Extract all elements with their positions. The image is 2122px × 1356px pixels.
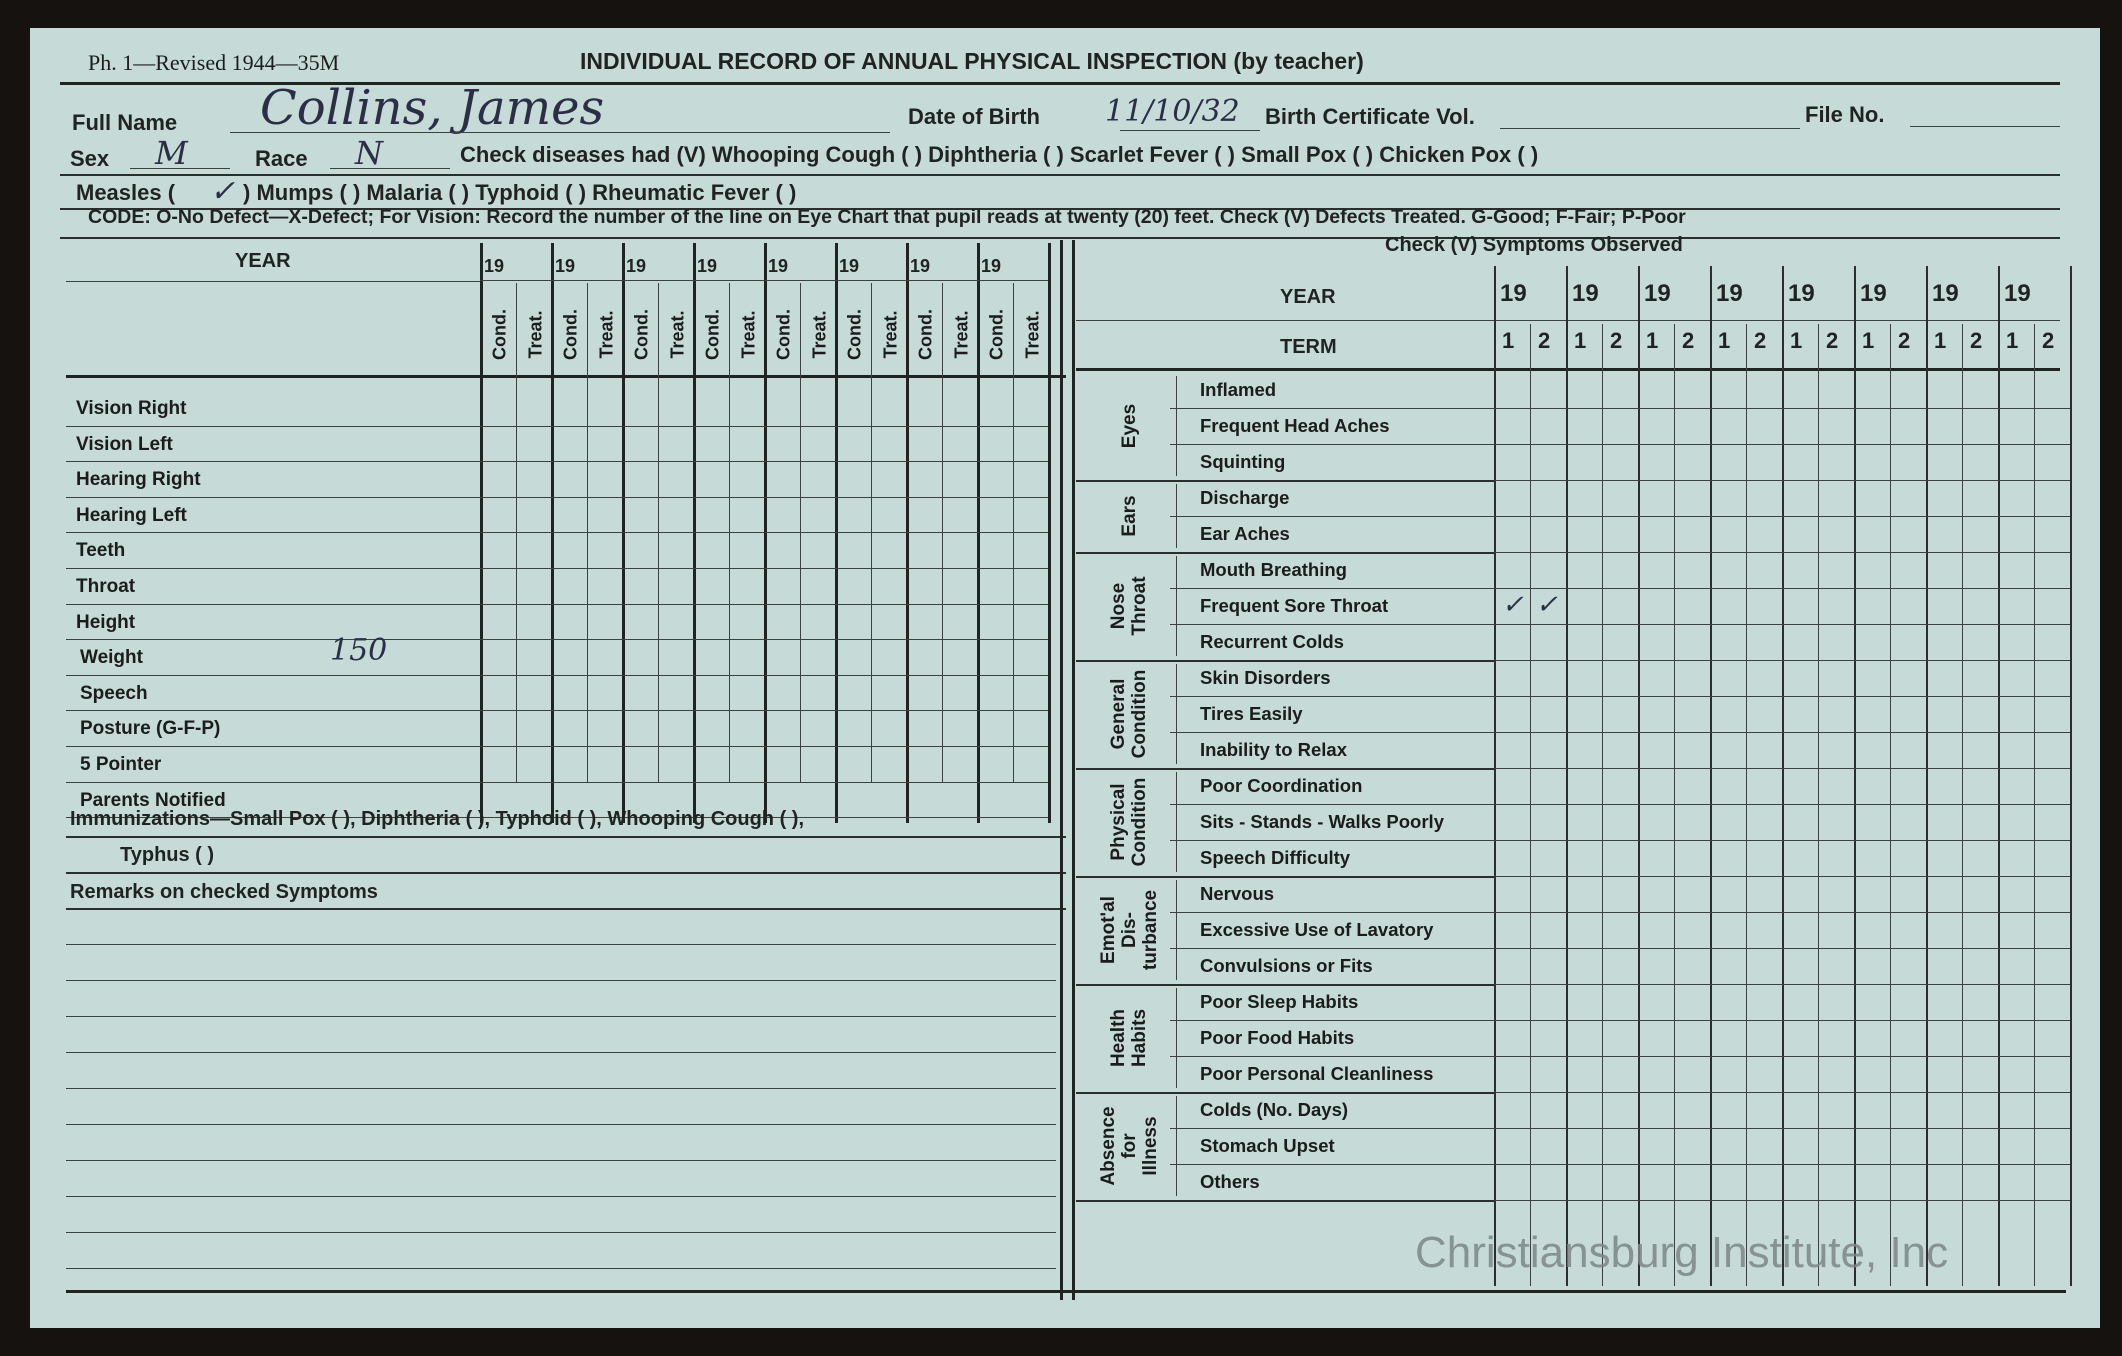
- right-year-prefix: 19: [1572, 280, 1599, 307]
- cond-header: Cond.: [560, 309, 581, 360]
- code-line: CODE: O-No Defect—X-Defect; For Vision: Record the number of the line on Eye Chart that pupil reads at twenty (20) feet. Check (V) Defects Treated. G-Good; F-Fair; P-Poor: [88, 206, 1686, 228]
- term-1: 1: [1502, 328, 1515, 353]
- race-label: Race: [255, 146, 308, 171]
- left-row-label: Hearing Right: [76, 469, 201, 491]
- left-row-label: 5 Pointer: [80, 754, 162, 775]
- left-year-prefix: 19: [981, 256, 1002, 276]
- symptom-label: Poor Coordination: [1200, 775, 1363, 796]
- term-2: 2: [1610, 328, 1623, 353]
- sore-throat-mark-2: ✓: [1536, 590, 1558, 620]
- group-label: Absence for Illness: [1097, 1106, 1161, 1186]
- symptom-label: Ear Aches: [1200, 523, 1290, 544]
- symptoms-caption: Check (V) Symptoms Observed: [1385, 234, 1683, 256]
- treat-header: Treat.: [1022, 310, 1043, 359]
- right-year-prefix: 19: [1932, 280, 1959, 307]
- symptom-label: Poor Sleep Habits: [1200, 991, 1359, 1012]
- term-2: 2: [1970, 328, 1983, 353]
- form-id: Ph. 1—Revised 1944—35M: [88, 50, 340, 75]
- term-1: 1: [1646, 328, 1659, 353]
- symptom-label: Recurrent Colds: [1200, 631, 1344, 652]
- left-row-label: Parents Notified: [80, 789, 226, 811]
- cond-header: Cond.: [631, 309, 652, 360]
- immunizations-line-2: Typhus ( ): [120, 844, 215, 866]
- cond-header: Cond.: [915, 309, 936, 360]
- measles-mark: ✓: [210, 174, 236, 209]
- term-1: 1: [1934, 328, 1947, 353]
- symptom-label: Inflamed: [1200, 379, 1277, 400]
- symptom-label: Speech Difficulty: [1200, 847, 1351, 868]
- full-name-label: Full Name: [72, 110, 178, 135]
- left-row-label: Vision Left: [76, 433, 173, 455]
- left-row-label: Weight: [80, 647, 143, 669]
- diseases-line-1: Check diseases had (V) Whooping Cough ( ) Diphtheria ( ) Scarlet Fever ( ) Small Pox ( ) Chicken Pox ( ): [460, 142, 1539, 167]
- term-1: 1: [1574, 328, 1587, 353]
- left-row-label: Vision Right: [76, 398, 187, 419]
- symptom-label: Poor Food Habits: [1200, 1027, 1355, 1048]
- symptom-label: Convulsions or Fits: [1200, 955, 1373, 976]
- term-2: 2: [1898, 328, 1911, 353]
- left-row-label: Teeth: [76, 540, 126, 562]
- symptom-label: Stomach Upset: [1200, 1135, 1335, 1156]
- symptom-label: Colds (No. Days): [1200, 1099, 1349, 1120]
- symptom-label: Skin Disorders: [1200, 667, 1331, 688]
- dob-value: 11/10/32: [1105, 94, 1240, 129]
- cond-header: Cond.: [844, 309, 865, 360]
- term-2: 2: [2042, 328, 2055, 353]
- symptom-label: Nervous: [1200, 883, 1275, 904]
- watermark: Christiansburg Institute, Inc: [1415, 1228, 1949, 1277]
- group-label: Eyes: [1118, 403, 1140, 449]
- right-year-prefix: 19: [1716, 280, 1743, 307]
- measles-label: Measles (: [76, 180, 176, 205]
- left-year-prefix: 19: [484, 256, 505, 276]
- left-row-label: Throat: [76, 576, 136, 597]
- immunizations-line-1: Immunizations—Small Pox ( ), Diphtheria ( ), Typhoid ( ), Whooping Cough ( ),: [70, 808, 805, 830]
- right-year-prefix: 19: [2004, 280, 2031, 307]
- treat-header: Treat.: [667, 310, 688, 359]
- term-label: TERM: [1280, 336, 1337, 358]
- term-1: 1: [1718, 328, 1731, 353]
- term-1: 1: [1862, 328, 1875, 353]
- record-card: [30, 28, 2100, 1328]
- treat-header: Treat.: [738, 310, 759, 359]
- left-row-label: Speech: [80, 682, 148, 704]
- birth-cert-label: Birth Certificate Vol.: [1265, 104, 1475, 129]
- term-1: 1: [2006, 328, 2019, 353]
- term-2: 2: [1826, 328, 1839, 353]
- symptom-label: Frequent Sore Throat: [1200, 595, 1389, 616]
- term-1: 1: [1790, 328, 1803, 353]
- dob-label: Date of Birth: [908, 104, 1040, 129]
- treat-header: Treat.: [525, 310, 546, 359]
- left-year-prefix: 19: [697, 256, 718, 276]
- diseases-line-2: ) Mumps ( ) Malaria ( ) Typhoid ( ) Rheumatic Fever ( ): [243, 180, 797, 205]
- left-year-label: YEAR: [235, 250, 291, 272]
- treat-header: Treat.: [880, 310, 901, 359]
- symptom-label: Others: [1200, 1171, 1260, 1192]
- sex-label: Sex: [70, 146, 110, 171]
- right-year-prefix: 19: [1500, 280, 1527, 307]
- group-label: Emot'al Dis- turbance: [1097, 889, 1161, 971]
- file-no-label: File No.: [1805, 102, 1885, 127]
- sore-throat-mark-1: ✓: [1502, 590, 1524, 620]
- treat-header: Treat.: [951, 310, 972, 359]
- weight-value: 150: [330, 633, 388, 669]
- symptom-label: Excessive Use of Lavatory: [1200, 919, 1434, 940]
- symptom-label: Poor Personal Cleanliness: [1200, 1063, 1434, 1084]
- left-year-prefix: 19: [626, 256, 647, 276]
- cond-header: Cond.: [489, 309, 510, 360]
- left-year-prefix: 19: [555, 256, 576, 276]
- left-row-label: Height: [76, 611, 136, 633]
- symptom-label: Squinting: [1200, 451, 1286, 472]
- symptom-label: Sits - Stands - Walks Poorly: [1200, 811, 1444, 832]
- left-year-prefix: 19: [768, 256, 789, 276]
- group-label: Ears: [1118, 495, 1140, 537]
- term-2: 2: [1754, 328, 1767, 353]
- sex-value: M: [155, 134, 188, 172]
- group-label: General Condition: [1108, 669, 1150, 759]
- group-label: Health Habits: [1108, 1008, 1150, 1068]
- group-label: Physical Condition: [1108, 777, 1150, 867]
- symptom-label: Discharge: [1200, 487, 1290, 508]
- left-year-prefix: 19: [910, 256, 931, 276]
- group-label: Nose Throat: [1108, 576, 1150, 636]
- remarks-label: Remarks on checked Symptoms: [70, 881, 378, 903]
- left-year-prefix: 19: [839, 256, 860, 276]
- symptom-label: Mouth Breathing: [1200, 559, 1347, 580]
- full-name-value: Collins, James: [260, 80, 605, 136]
- race-value: N: [355, 134, 383, 172]
- right-year-prefix: 19: [1644, 280, 1671, 307]
- right-year-prefix: 19: [1860, 280, 1887, 307]
- cond-header: Cond.: [773, 309, 794, 360]
- symptom-label: Inability to Relax: [1200, 739, 1348, 760]
- left-row-label: Hearing Left: [76, 504, 187, 526]
- symptom-label: Frequent Head Aches: [1200, 415, 1390, 436]
- right-year-prefix: 19: [1788, 280, 1815, 307]
- treat-header: Treat.: [809, 310, 830, 359]
- symptom-label: Tires Easily: [1200, 703, 1303, 724]
- left-row-label: Posture (G-F-P): [80, 718, 221, 740]
- term-2: 2: [1538, 328, 1551, 353]
- cond-header: Cond.: [986, 309, 1007, 360]
- treat-header: Treat.: [596, 310, 617, 359]
- term-2: 2: [1682, 328, 1695, 353]
- form-title: INDIVIDUAL RECORD OF ANNUAL PHYSICAL INSPECTION (by teacher): [580, 48, 1364, 74]
- right-year-label: YEAR: [1280, 286, 1336, 308]
- cond-header: Cond.: [702, 309, 723, 360]
